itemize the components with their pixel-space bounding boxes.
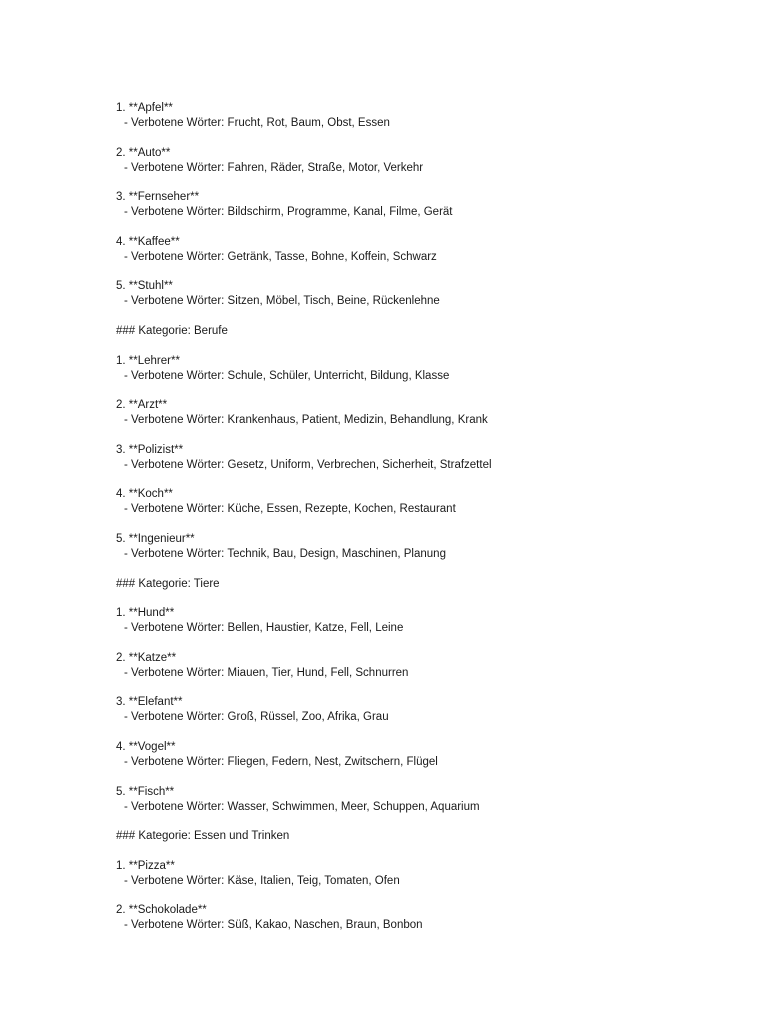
list-item <box>116 859 736 889</box>
item-forbidden-words: - Verbotene Wörter: Bellen, Haustier, Katze, Fell, Leine <box>124 622 404 635</box>
item-title: 5. **Ingenieur** <box>116 532 195 545</box>
list-item <box>116 398 736 428</box>
list-item <box>116 235 736 265</box>
item-forbidden-words: - Verbotene Wörter: Miauen, Tier, Hund, Fell, Schnurren <box>124 666 409 679</box>
item-title: 1. **Apfel** <box>116 102 173 114</box>
list-item <box>116 190 736 220</box>
item-title: 1. **Lehrer** <box>116 354 180 367</box>
item-title: 4. **Kaffee** <box>116 235 180 248</box>
list-item <box>116 903 736 933</box>
section-heading: ### Kategorie: Essen und Trinken <box>116 830 290 843</box>
list-item <box>116 785 736 815</box>
item-forbidden-words: - Verbotene Wörter: Gesetz, Uniform, Verbrechen, Sicherheit, Strafzettel <box>124 458 492 471</box>
list-item <box>116 443 736 473</box>
item-title: 4. **Vogel** <box>116 740 176 753</box>
item-forbidden-words: - Verbotene Wörter: Küche, Essen, Rezepte, Kochen, Restaurant <box>124 503 456 516</box>
item-title: 1. **Hund** <box>116 607 175 620</box>
item-forbidden-words: - Verbotene Wörter: Krankenhaus, Patient, Medizin, Behandlung, Krank <box>124 414 488 427</box>
item-title: 3. **Fernseher** <box>116 191 200 204</box>
section-objects <box>116 101 736 309</box>
list-item <box>116 606 736 636</box>
item-forbidden-words: - Verbotene Wörter: Wasser, Schwimmen, Meer, Schuppen, Aquarium <box>124 800 480 813</box>
list-item <box>116 279 736 309</box>
section-heading: ### Kategorie: Berufe <box>116 324 228 337</box>
item-forbidden-words: - Verbotene Wörter: Käse, Italien, Teig, Tomaten, Ofen <box>124 874 400 887</box>
item-title: 4. **Koch** <box>116 488 173 501</box>
list-item <box>116 740 736 770</box>
item-forbidden-words: - Verbotene Wörter: Fahren, Räder, Straße, Motor, Verkehr <box>124 161 424 174</box>
section-tiere <box>116 577 736 815</box>
item-forbidden-words: - Verbotene Wörter: Groß, Rüssel, Zoo, Afrika, Grau <box>124 711 389 724</box>
section-berufe <box>116 324 736 562</box>
item-title: 2. **Schokolade** <box>116 904 207 917</box>
item-forbidden-words: - Verbotene Wörter: Getränk, Tasse, Bohne, Koffein, Schwarz <box>124 250 437 263</box>
list-item <box>116 101 736 131</box>
list-item <box>116 651 736 681</box>
item-title: 1. **Pizza** <box>116 859 175 872</box>
list-item <box>116 695 736 725</box>
section-heading: ### Kategorie: Tiere <box>116 577 220 590</box>
item-title: 5. **Fisch** <box>116 785 175 798</box>
item-forbidden-words: - Verbotene Wörter: Fliegen, Federn, Nest, Zwitschern, Flügel <box>124 755 438 768</box>
list-item <box>116 487 736 517</box>
item-forbidden-words: - Verbotene Wörter: Bildschirm, Programme, Kanal, Filme, Gerät <box>124 206 453 219</box>
item-title: 2. **Auto** <box>116 146 171 159</box>
section-essen-und-trinken <box>116 829 736 933</box>
document-content <box>116 101 736 948</box>
list-item <box>116 532 736 562</box>
item-title: 3. **Elefant** <box>116 696 183 709</box>
item-title: 2. **Arzt** <box>116 399 168 412</box>
list-item <box>116 354 736 384</box>
item-title: 2. **Katze** <box>116 651 177 664</box>
list-item <box>116 146 736 176</box>
item-title: 5. **Stuhl** <box>116 280 173 293</box>
item-forbidden-words: - Verbotene Wörter: Frucht, Rot, Baum, Obst, Essen <box>124 117 390 129</box>
item-forbidden-words: - Verbotene Wörter: Schule, Schüler, Unterricht, Bildung, Klasse <box>124 369 450 382</box>
item-forbidden-words: - Verbotene Wörter: Sitzen, Möbel, Tisch, Beine, Rückenlehne <box>124 295 440 308</box>
item-title: 3. **Polizist** <box>116 443 184 456</box>
item-forbidden-words: - Verbotene Wörter: Technik, Bau, Design, Maschinen, Planung <box>124 547 446 560</box>
item-forbidden-words: - Verbotene Wörter: Süß, Kakao, Naschen, Braun, Bonbon <box>124 919 423 932</box>
